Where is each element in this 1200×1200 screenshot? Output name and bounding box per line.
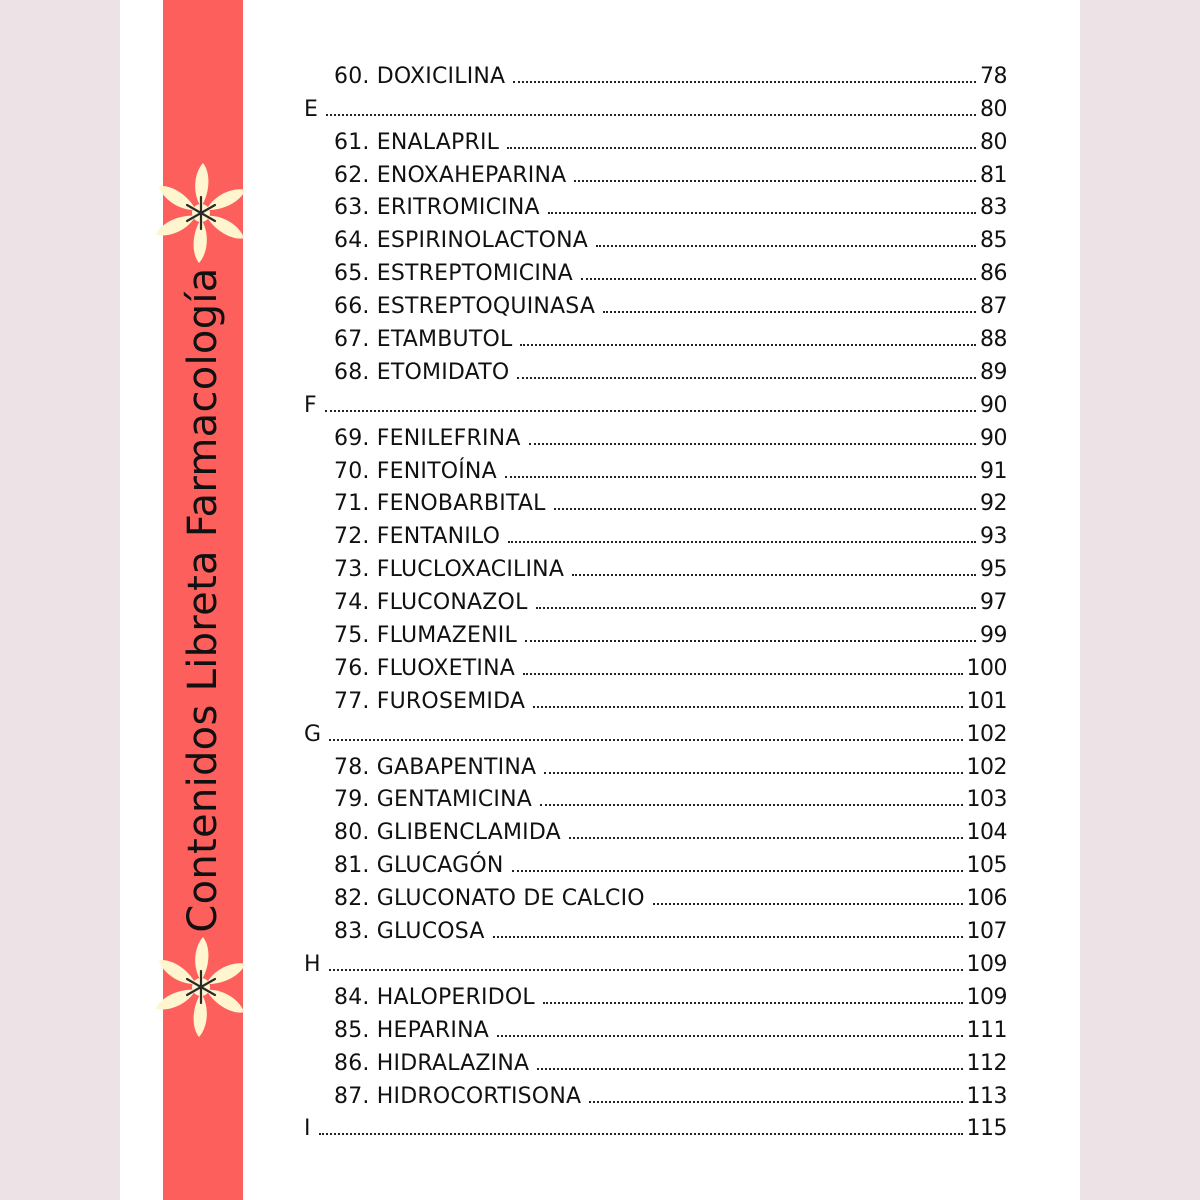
dot-leader (319, 1132, 963, 1135)
entry-label: 85. HEPARINA (334, 1017, 490, 1043)
page-number: 112 (966, 1050, 1007, 1076)
entry-label: 73. FLUCLOXACILINA (334, 557, 565, 583)
page-number: 107 (966, 919, 1007, 945)
page-number: 101 (966, 688, 1007, 714)
page-number: 88 (980, 327, 1007, 353)
entry-label: 69. FENILEFRINA (334, 425, 521, 451)
entry-label: 79. GENTAMICINA (334, 787, 532, 813)
entry-label: 77. FUROSEMIDA (334, 688, 526, 714)
toc-entry (300, 976, 1010, 1009)
entry-label: 74. FLUCONAZOL (334, 590, 528, 616)
dot-leader (569, 836, 963, 839)
entry-label: 78. GABAPENTINA (334, 754, 537, 780)
section-letter: H (304, 951, 321, 977)
page-number: 85 (980, 228, 1007, 254)
dot-leader (596, 244, 976, 247)
toc-entry (300, 746, 1010, 779)
dot-leader (326, 113, 976, 116)
page-number: 91 (980, 458, 1007, 484)
toc-entry (300, 121, 1010, 154)
dot-leader (544, 771, 962, 774)
dot-leader (537, 1067, 962, 1070)
page-number: 80 (980, 129, 1007, 155)
dot-leader (536, 606, 976, 609)
page-number: 100 (966, 655, 1007, 681)
page-number: 93 (980, 524, 1007, 550)
page-number: 115 (966, 1116, 1007, 1142)
dot-leader (523, 672, 962, 675)
entry-label: 82. GLUCONATO DE CALCIO (334, 886, 645, 912)
dot-leader (572, 573, 976, 576)
dot-leader (589, 1100, 962, 1103)
toc-entry (300, 910, 1010, 943)
page-number: 89 (980, 359, 1007, 385)
toc-entry (300, 417, 1010, 450)
page-number: 102 (966, 754, 1007, 780)
flower-icon (153, 158, 249, 268)
toc-entry (300, 844, 1010, 877)
dot-leader (493, 935, 963, 938)
dot-leader (543, 1001, 963, 1004)
toc-section-letter (300, 943, 1010, 976)
entry-label: 84. HALOPERIDOL (334, 984, 535, 1010)
toc-entry (300, 614, 1010, 647)
dot-leader (581, 277, 976, 280)
page-number: 113 (966, 1083, 1007, 1109)
toc-entry (300, 680, 1010, 713)
page-number: 102 (966, 721, 1007, 747)
toc-entry (300, 877, 1010, 910)
dot-leader (520, 343, 976, 346)
dot-leader (512, 869, 963, 872)
dot-leader (529, 442, 976, 445)
entry-label: 63. ERITROMICINA (334, 195, 540, 221)
toc-entry (300, 515, 1010, 548)
page-number: 104 (966, 820, 1007, 846)
dot-leader (574, 179, 976, 182)
entry-label: 86. HIDRALAZINA (334, 1050, 530, 1076)
page-number: 109 (966, 984, 1007, 1010)
dot-leader (505, 475, 976, 478)
toc-entry (300, 450, 1010, 483)
table-of-contents (300, 55, 1010, 1140)
page-number: 80 (980, 96, 1007, 122)
entry-label: 76. FLUOXETINA (334, 655, 516, 681)
entry-label: 62. ENOXAHEPARINA (334, 162, 567, 188)
page-number: 97 (980, 590, 1007, 616)
dot-leader (533, 705, 962, 708)
page-number: 90 (980, 425, 1007, 451)
page-number: 111 (966, 1017, 1007, 1043)
page-number: 105 (966, 853, 1007, 879)
sidebar-title: Contenidos Libreta Farmacología (180, 267, 226, 933)
toc-entry (300, 483, 1010, 516)
flower-icon (153, 932, 249, 1042)
dot-leader (513, 80, 976, 83)
entry-label: 71. FENOBARBITAL (334, 491, 546, 517)
page-number: 106 (966, 886, 1007, 912)
section-letter: E (304, 96, 319, 122)
dot-leader (517, 376, 976, 379)
entry-label: 87. HIDROCORTISONA (334, 1083, 582, 1109)
dot-leader (554, 507, 976, 510)
toc-entry (300, 219, 1010, 252)
page-number: 90 (980, 392, 1007, 418)
section-letter: F (304, 392, 317, 418)
page-number: 86 (980, 261, 1007, 287)
toc-entry (300, 581, 1010, 614)
entry-label: 75. FLUMAZENIL (334, 623, 517, 649)
page-number: 81 (980, 162, 1007, 188)
toc-section-letter (300, 1108, 1010, 1141)
toc-entry (300, 187, 1010, 220)
dot-leader (603, 310, 976, 313)
dot-leader (325, 409, 976, 412)
page-number: 87 (980, 294, 1007, 320)
entry-label: 81. GLUCAGÓN (334, 853, 504, 879)
dot-leader (525, 639, 976, 642)
entry-label: 67. ETAMBUTOL (334, 327, 513, 353)
toc-section-letter (300, 88, 1010, 121)
entry-label: 72. FENTANILO (334, 524, 501, 550)
entry-label: 83. GLUCOSA (334, 919, 485, 945)
dot-leader (329, 968, 963, 971)
toc-entry (300, 1009, 1010, 1042)
entry-label: 80. GLIBENCLAMIDA (334, 820, 561, 846)
toc-entry (300, 1075, 1010, 1108)
toc-entry (300, 252, 1010, 285)
entry-label: 68. ETOMIDATO (334, 359, 510, 385)
entry-label: 66. ESTREPTOQUINASA (334, 294, 596, 320)
entry-label: 65. ESTREPTOMICINA (334, 261, 573, 287)
page-number: 78 (980, 63, 1007, 89)
entry-label: 61. ENALAPRIL (334, 129, 500, 155)
page-number: 83 (980, 195, 1007, 221)
toc-entry (300, 647, 1010, 680)
dot-leader (548, 211, 976, 214)
entry-label: 60. DOXICILINA (334, 63, 506, 89)
toc-entry (300, 55, 1010, 88)
toc-entry (300, 154, 1010, 187)
page-number: 103 (966, 787, 1007, 813)
dot-leader (507, 146, 976, 149)
page-number: 109 (966, 951, 1007, 977)
dot-leader (497, 1034, 962, 1037)
toc-entry (300, 779, 1010, 812)
section-letter: I (304, 1116, 311, 1142)
toc-section-letter (300, 713, 1010, 746)
page-number: 95 (980, 557, 1007, 583)
toc-entry (300, 548, 1010, 581)
entry-label: 70. FENITOÍNA (334, 458, 497, 484)
dot-leader (329, 738, 962, 741)
page-number: 99 (980, 623, 1007, 649)
toc-entry (300, 285, 1010, 318)
toc-section-letter (300, 384, 1010, 417)
section-letter: G (304, 721, 322, 747)
dot-leader (508, 540, 976, 543)
dot-leader (653, 902, 963, 905)
toc-entry (300, 318, 1010, 351)
dot-leader (540, 803, 963, 806)
toc-entry (300, 811, 1010, 844)
page-number: 92 (980, 491, 1007, 517)
entry-label: 64. ESPIRINOLACTONA (334, 228, 588, 254)
toc-entry (300, 1042, 1010, 1075)
toc-entry (300, 351, 1010, 384)
